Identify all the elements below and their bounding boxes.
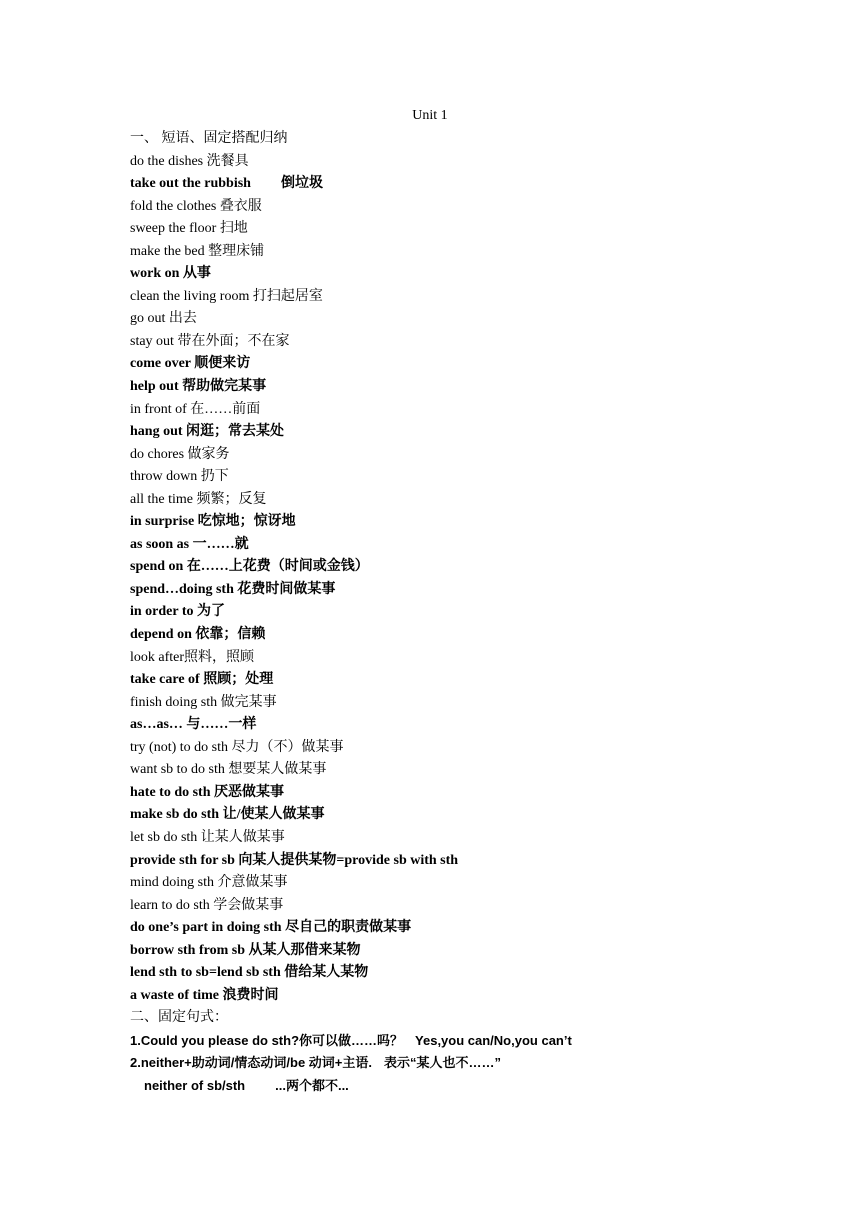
phrase-english: let sb do sth <box>130 829 198 845</box>
pattern-item <box>130 1052 830 1075</box>
pattern-text: 2.neither+助动词/情态动词/be 动词+主语. <box>130 1055 372 1071</box>
phrase-english: spend on <box>130 559 184 575</box>
phrase-english: try (not) to do sth <box>130 739 228 755</box>
phrase-chinese: 尽自己的职责做某事 <box>285 920 412 936</box>
phrase-chinese: 打扫起居室 <box>252 288 323 304</box>
phrase-english: learn to do sth <box>130 897 210 913</box>
phrase-item <box>130 263 830 286</box>
phrase-chinese: 从某人那借来某物 <box>248 942 361 958</box>
phrase-item <box>130 489 830 512</box>
phrase-english: provide sth for sb <box>130 852 235 868</box>
phrase-chinese: 叠衣服 <box>219 198 262 214</box>
phrase-item <box>130 782 830 805</box>
phrase-chinese: 让/使某人做某事 <box>222 807 325 823</box>
phrase-item <box>130 308 830 331</box>
phrase-english: look after <box>130 649 185 665</box>
pattern-list <box>130 1030 830 1098</box>
phrase-item <box>130 895 830 918</box>
phrase-item <box>130 421 830 444</box>
phrase-english: do one’s part in doing sth <box>130 920 282 936</box>
phrase-item <box>130 556 830 579</box>
phrase-item <box>130 692 830 715</box>
phrase-chinese: 为了 <box>197 604 226 620</box>
content <box>130 128 830 1098</box>
phrase-english: as soon as <box>130 536 190 552</box>
phrase-chinese: 介意做某事 <box>217 875 288 891</box>
phrase-english: in order to <box>130 604 194 620</box>
phrase-english: in front of <box>130 401 187 417</box>
phrase-list <box>130 151 830 1008</box>
phrase-item <box>130 601 830 624</box>
phrase-item <box>130 917 830 940</box>
phrase-chinese: 频繁；反复 <box>196 491 267 507</box>
phrase-chinese: 想要某人做某事 <box>228 762 327 778</box>
phrase-english: help out <box>130 379 179 395</box>
phrase-item <box>130 331 830 354</box>
phrase-item <box>130 218 830 241</box>
section-heading: 二、固定句式： <box>130 1010 228 1026</box>
phrase-english: work on <box>130 266 180 282</box>
phrase-item <box>130 962 830 985</box>
phrase-english: lend sth to sb=lend sb sth <box>130 965 281 981</box>
phrase-chinese: 依靠；信赖 <box>195 627 266 643</box>
phrase-english: fold the clothes <box>130 198 217 214</box>
phrase-chinese: 吃惊地；惊讶地 <box>197 514 296 530</box>
phrase-english: do the dishes <box>130 153 204 169</box>
phrase-english: throw down <box>130 469 198 485</box>
phrase-item <box>130 737 830 760</box>
phrase-chinese: 做完某事 <box>220 694 277 710</box>
phrase-chinese: 扔下 <box>200 469 229 485</box>
page-title: Unit 1 <box>412 108 448 123</box>
phrase-item <box>130 669 830 692</box>
phrase-english: take out the rubbish <box>130 176 251 192</box>
phrase-chinese: 洗餐具 <box>206 153 249 169</box>
phrase-item <box>130 827 830 850</box>
phrase-chinese: 倒垃圾 <box>280 176 323 192</box>
phrase-english: a waste of time <box>130 987 220 1003</box>
phrase-english: sweep the floor <box>130 221 217 237</box>
phrase-english: go out <box>130 311 166 327</box>
phrase-item <box>130 579 830 602</box>
phrase-chinese: 带在外面；不在家 <box>177 333 290 349</box>
phrase-chinese: 照顾；处理 <box>203 672 274 688</box>
phrase-item <box>130 804 830 827</box>
phrase-english: mind doing sth <box>130 875 215 891</box>
phrase-english: as…as… <box>130 717 183 733</box>
pattern-note: 表示“某人也不……” <box>384 1055 502 1071</box>
phrase-english: in surprise <box>130 514 195 530</box>
phrase-chinese: 帮助做完某事 <box>182 379 267 395</box>
phrase-chinese: 向某人提供某物=provide sb with sth <box>238 852 459 868</box>
phrase-english: all the time <box>130 491 193 507</box>
phrase-item <box>130 466 830 489</box>
phrase-item <box>130 241 830 264</box>
phrase-item <box>130 376 830 399</box>
phrase-chinese: 整理床铺 <box>208 243 265 259</box>
phrase-chinese: 在……上花费（时间或金钱） <box>186 559 369 575</box>
pattern-note: ...两个都不... <box>275 1077 349 1093</box>
phrase-chinese: 扫地 <box>219 221 248 237</box>
phrase-item <box>130 647 830 670</box>
pattern-text: neither of sb/sth <box>144 1077 246 1093</box>
pattern-item <box>130 1030 830 1053</box>
phrase-chinese: 借给某人某物 <box>284 965 369 981</box>
phrase-chinese: 照料，照顾 <box>184 649 255 665</box>
phrase-english: make the bed <box>130 243 205 259</box>
phrase-item <box>130 399 830 422</box>
phrase-chinese: 与……一样 <box>186 717 257 733</box>
phrase-chinese: 在……前面 <box>190 401 261 417</box>
phrase-item <box>130 511 830 534</box>
pattern-note: Yes,you can/No,you can’t <box>415 1032 572 1048</box>
phrase-chinese: 闲逛；常去某处 <box>186 424 285 440</box>
phrase-item <box>130 940 830 963</box>
phrase-item <box>130 353 830 376</box>
phrase-english: depend on <box>130 627 192 643</box>
phrase-chinese: 出去 <box>168 311 197 327</box>
phrase-english: stay out <box>130 333 174 349</box>
phrase-english: come over <box>130 356 191 372</box>
phrase-english: finish doing sth <box>130 694 218 710</box>
phrase-english: borrow sth from sb <box>130 942 245 958</box>
phrase-item <box>130 286 830 309</box>
phrase-item <box>130 196 830 219</box>
phrase-chinese: 顺便来访 <box>194 356 251 372</box>
phrase-item <box>130 985 830 1008</box>
phrase-item <box>130 444 830 467</box>
phrase-chinese: 从事 <box>182 266 211 282</box>
phrase-chinese: 学会做某事 <box>213 897 284 913</box>
phrase-item <box>130 534 830 557</box>
phrase-english: take care of <box>130 672 200 688</box>
phrase-item <box>130 850 830 873</box>
phrase-english: want sb to do sth <box>130 762 225 778</box>
phrase-item <box>130 624 830 647</box>
phrase-item <box>130 173 830 196</box>
pattern-text: 1.Could you please do sth?你可以做……吗？ <box>130 1032 404 1048</box>
phrase-chinese: 尽力（不）做某事 <box>231 739 344 755</box>
phrase-english: hang out <box>130 424 183 440</box>
phrase-english: make sb do sth <box>130 807 220 823</box>
phrase-chinese: 做家务 <box>187 446 230 462</box>
phrase-chinese: 一……就 <box>192 536 249 552</box>
phrase-chinese: 浪费时间 <box>222 987 279 1003</box>
phrase-item <box>130 759 830 782</box>
phrase-chinese: 让某人做某事 <box>200 829 285 845</box>
phrase-english: spend…doing sth <box>130 581 234 597</box>
phrase-chinese: 花费时间做某事 <box>237 581 336 597</box>
phrase-english: hate to do sth <box>130 784 211 800</box>
phrase-english: do chores <box>130 446 185 462</box>
phrase-chinese: 厌恶做某事 <box>214 784 285 800</box>
phrase-item <box>130 714 830 737</box>
phrase-item <box>130 151 830 174</box>
phrase-english: clean the living room <box>130 288 250 304</box>
phrase-item <box>130 872 830 895</box>
pattern-item <box>130 1075 830 1098</box>
section-heading: 一、 短语、固定搭配归纳 <box>130 131 288 146</box>
